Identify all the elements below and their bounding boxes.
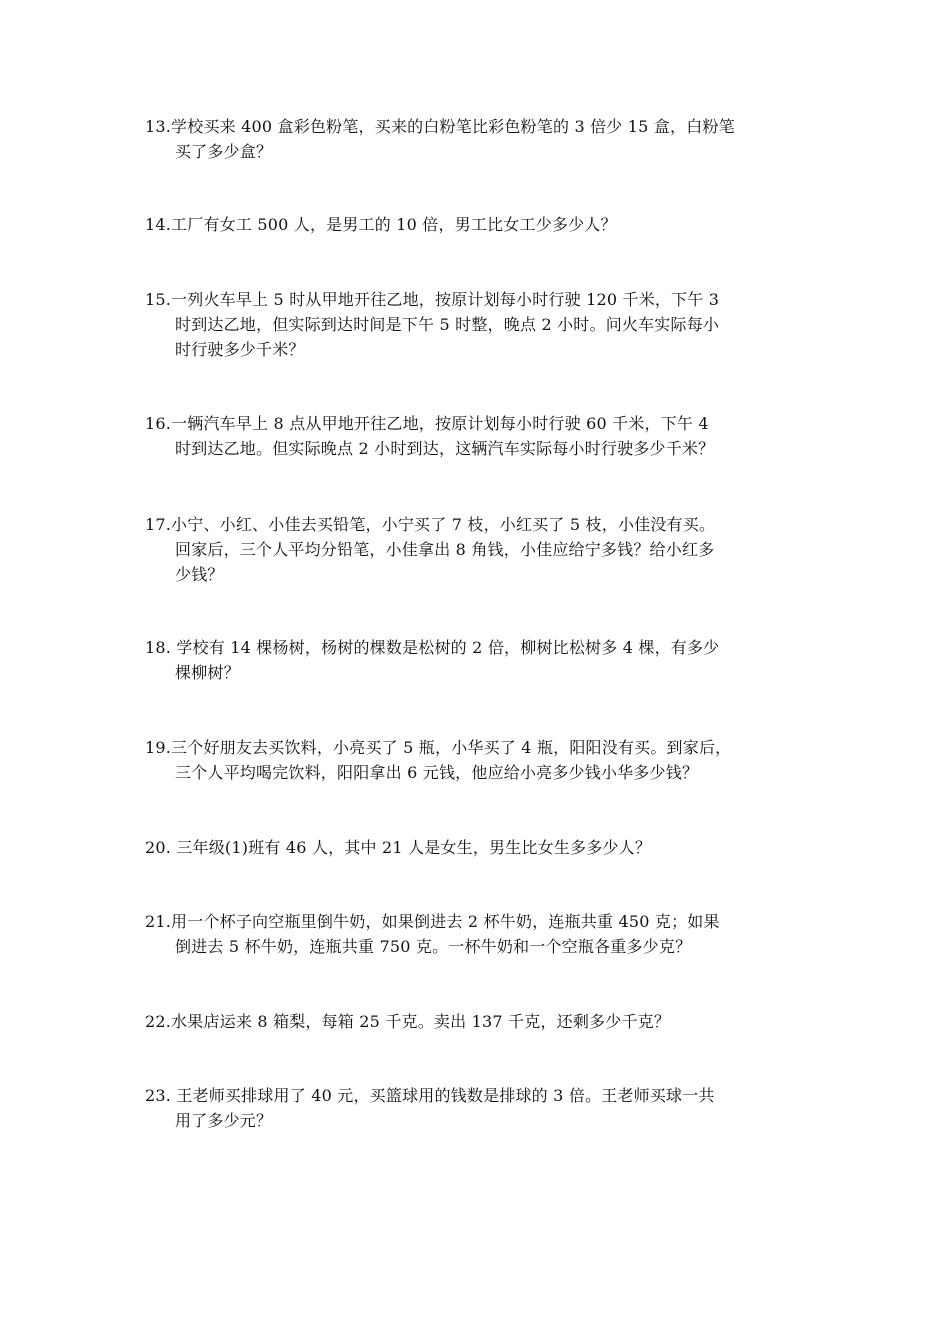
question-20 [145, 835, 810, 860]
question-line: 倒进去 5 杯牛奶，连瓶共重 750 克。一杯牛奶和一个空瓶各重多少克？ [175, 937, 692, 956]
question-line: 13.学校买来 400 盒彩色粉笔，买来的白粉笔比彩色粉笔的 3 倍少 15 盒，白粉笔 [145, 117, 735, 136]
question-line: 回家后，三个人平均分铅笔，小佳拿出 8 角钱，小佳应给宁多钱？给小红多 [175, 540, 715, 559]
question-line: 棵柳树？ [175, 663, 240, 682]
question-21 [145, 909, 810, 959]
question-22 [145, 1009, 810, 1034]
question-line: 15.一列火车早上 5 时从甲地开往乙地，按原计划每小时行驶 120 千米，下午 3 [145, 290, 720, 309]
question-line: 17.小宁、小红、小佳去买铅笔，小宁买了 7 枝，小红买了 5 枝，小佳没有买。 [145, 515, 716, 534]
question-line: 21.用一个杯子向空瓶里倒牛奶，如果倒进去 2 杯牛奶，连瓶共重 450 克；如果 [145, 912, 720, 931]
question-16 [145, 411, 810, 461]
question-line: 少钱？ [175, 565, 224, 584]
question-18 [145, 635, 810, 685]
question-14 [145, 212, 810, 237]
question-line: 用了多少元？ [175, 1111, 273, 1130]
question-line: 时到达乙地。但实际晚点 2 小时到达，这辆汽车实际每小时行驶多少千米？ [175, 439, 715, 458]
question-line: 三个人平均喝完饮料，阳阳拿出 6 元钱，他应给小亮多少钱小华多少钱？ [175, 763, 699, 782]
question-line: 16.一辆汽车早上 8 点从甲地开往乙地，按原计划每小时行驶 60 千米，下午 4 [145, 414, 709, 433]
question-line: 买了多少盒？ [175, 142, 273, 161]
question-23 [145, 1083, 810, 1133]
question-line: 时行驶多少千米？ [175, 340, 305, 359]
question-line: 18. 学校有 14 棵杨树，杨树的棵数是松树的 2 倍，柳树比松树多 4 棵，有多少 [145, 638, 720, 657]
question-13 [145, 114, 810, 164]
question-line: 22.水果店运来 8 箱梨，每箱 25 千克。卖出 137 千克，还剩多少千克？ [145, 1012, 671, 1031]
question-line: 23. 王老师买排球用了 40 元，买篮球用的钱数是排球的 3 倍。王老师买球一共 [145, 1086, 715, 1105]
question-15 [145, 287, 810, 362]
question-19 [145, 735, 810, 785]
question-line: 时到达乙地，但实际到达时间是下午 5 时整，晚点 2 小时。问火车实际每小 [175, 315, 720, 334]
question-line: 14.工厂有女工 500 人，是男工的 10 倍，男工比女工少多少人？ [145, 215, 617, 234]
question-17 [145, 512, 810, 587]
question-line: 19.三个好朋友去买饮料，小亮买了 5 瓶，小华买了 4 瓶，阳阳没有买。到家后， [145, 738, 732, 757]
question-line: 20. 三年级(1)班有 46 人，其中 21 人是女生，男生比女生多多少人？ [145, 838, 652, 857]
